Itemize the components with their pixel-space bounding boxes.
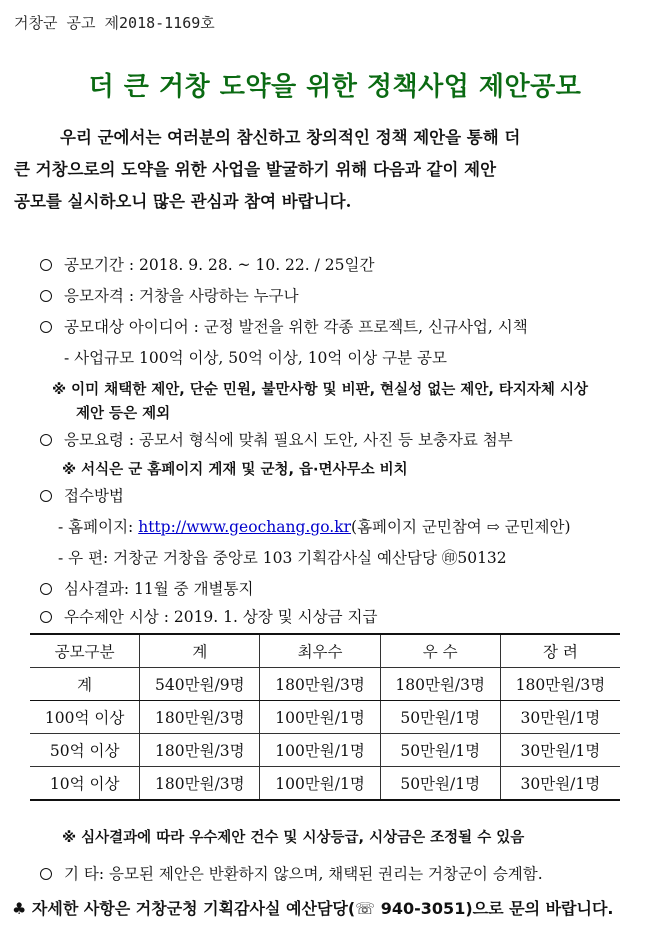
table-cell: 100억 이상 — [30, 701, 140, 734]
item-reception: 접수방법 — [40, 484, 124, 506]
intro-line-2: 큰 거창으로의 도약을 위한 사업을 발굴하기 위해 다음과 같이 제안 — [14, 160, 497, 179]
header-cell: 우 수 — [380, 634, 500, 668]
circle-bullet-icon — [40, 868, 52, 880]
item-eligibility: 응모자격 : 거창을 사랑하는 누구나 — [40, 284, 299, 306]
header-cell: 계 — [140, 634, 260, 668]
page-title: 더 큰 거창 도약을 위한 정책사업 제안공모 — [88, 72, 582, 102]
table-row — [30, 734, 620, 767]
table-cell: 30만원/1명 — [500, 734, 620, 767]
circle-bullet-icon — [40, 611, 52, 623]
prize-table — [30, 633, 620, 801]
intro-line-3: 공모를 실시하오니 많은 관심과 참여 바랍니다. — [14, 192, 352, 211]
circle-bullet-icon — [40, 290, 52, 302]
table-row — [30, 701, 620, 734]
intro-line-1: 우리 군에서는 여러분의 참신하고 창의적인 정책 제안을 통해 더 — [60, 128, 521, 147]
table-cell: 180만원/3명 — [500, 668, 620, 701]
circle-bullet-icon — [40, 583, 52, 595]
table-cell: 180만원/3명 — [140, 767, 260, 801]
table-cell: 100만원/1명 — [260, 701, 380, 734]
item-target-sub: - 사업규모 100억 이상, 50억 이상, 10억 이상 구분 공모 — [64, 349, 448, 367]
item-award: 우수제안 시상 : 2019. 1. 상장 및 시상금 지급 — [40, 605, 377, 627]
table-cell: 100만원/1명 — [260, 767, 380, 801]
homepage-link[interactable]: http://www.geochang.go.kr — [138, 518, 352, 536]
table-cell: 180만원/3명 — [380, 668, 500, 701]
table-cell: 100만원/1명 — [260, 734, 380, 767]
table-cell: 180만원/3명 — [260, 668, 380, 701]
item-result: 심사결과: 11월 중 개별통지 — [40, 577, 253, 599]
header-cell: 장 려 — [500, 634, 620, 668]
reception-homepage: - 홈페이지: http://www.geochang.go.kr(홈페이지 군민참여 ⇨ 군민제안) — [58, 518, 571, 536]
excluded-note-line-1: ※ 이미 채택한 제안, 단순 민원, 불만사항 및 비판, 현실성 없는 제안, 타지자체 시상 — [52, 382, 588, 398]
table-note: ※ 심사결과에 따라 우수제안 건수 및 시상등급, 시상금은 조정될 수 있음 — [62, 830, 525, 846]
table-cell: 50만원/1명 — [380, 734, 500, 767]
table-cell: 50만원/1명 — [380, 767, 500, 801]
table-cell: 50억 이상 — [30, 734, 140, 767]
item-period: 공모기간 : 2018. 9. 28. ~ 10. 22. / 25일간 — [40, 253, 374, 275]
item-other: 기 타: 응모된 제안은 반환하지 않으며, 채택된 권리는 거창군이 승계함. — [40, 862, 543, 884]
table-cell: 540만원/9명 — [140, 668, 260, 701]
table-row — [30, 668, 620, 701]
reception-mail: - 우 편: 거창군 거창읍 중앙로 103 기획감사실 예산담당 ㊞50132 — [58, 549, 507, 567]
header-cell: 공모구분 — [30, 634, 140, 668]
table-cell: 계 — [30, 668, 140, 701]
table-cell: 180만원/3명 — [140, 734, 260, 767]
table-cell: 30만원/1명 — [500, 767, 620, 801]
table-cell: 180만원/3명 — [140, 701, 260, 734]
table-cell: 30만원/1명 — [500, 701, 620, 734]
circle-bullet-icon — [40, 434, 52, 446]
item-method: 응모요령 : 공모서 형식에 맞춰 필요시 도안, 사진 등 보충자료 첨부 — [40, 428, 513, 450]
table-header-row — [30, 634, 620, 668]
table-row — [30, 767, 620, 801]
notice-number: 거창군 공고 제2018-1169호 — [14, 14, 215, 32]
table-cell: 50만원/1명 — [380, 701, 500, 734]
item-target: 공모대상 아이디어 : 군정 발전을 위한 각종 프로젝트, 신규사업, 시책 — [40, 315, 528, 337]
circle-bullet-icon — [40, 490, 52, 502]
excluded-note-line-2: 제안 등은 제외 — [76, 406, 171, 422]
header-cell: 최우수 — [260, 634, 380, 668]
contact-info: ♣ 자세한 사항은 거창군청 기획감사실 예산담당(☏ 940-3051)으로 문의 바랍니다. — [12, 899, 614, 918]
table-cell: 10억 이상 — [30, 767, 140, 801]
form-note: ※ 서식은 군 홈페이지 게재 및 군청, 읍·면사무소 비치 — [62, 462, 408, 478]
circle-bullet-icon — [40, 321, 52, 333]
circle-bullet-icon — [40, 259, 52, 271]
